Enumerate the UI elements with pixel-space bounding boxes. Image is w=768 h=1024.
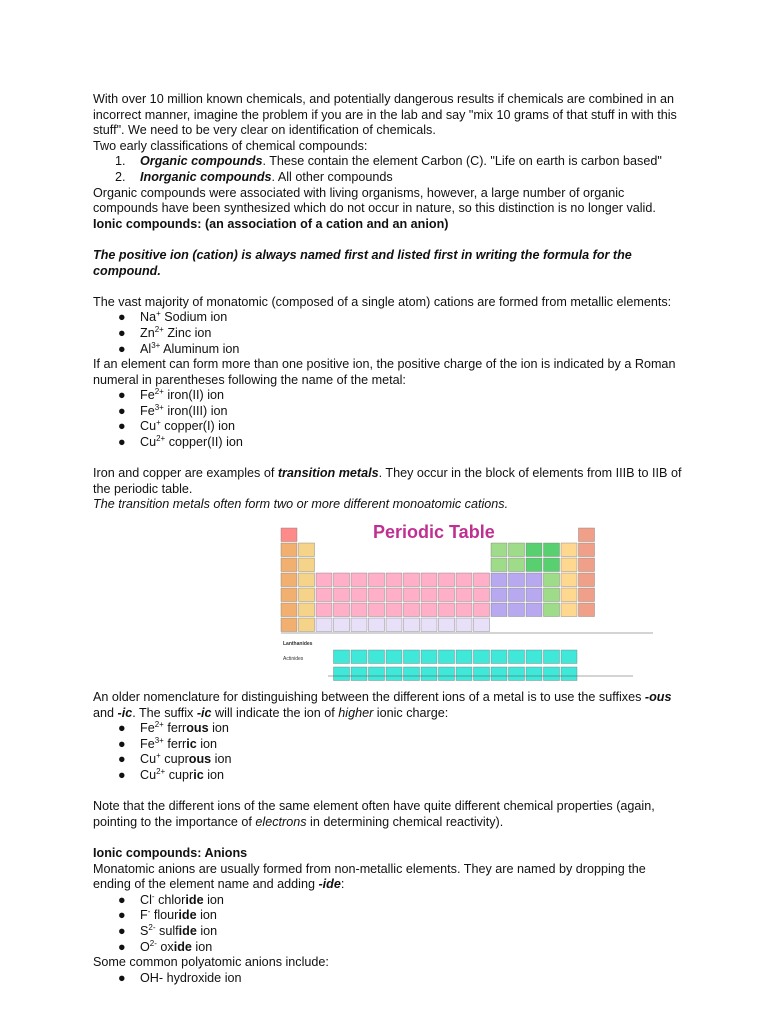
list-item: 1. Organic compounds. These contain the element Carbon (C). "Life on earth is carbon based" [115,154,662,169]
classification-intro: Two early classifications of chemical compounds: [93,138,368,153]
element-cell [316,603,332,617]
anions-list [93,893,683,955]
element-cell [544,603,560,617]
list-item: ● F- flouride ion [118,907,217,923]
element-cell [526,650,542,664]
list-item: ● $S^{2-}$ sulfide ion [118,922,218,938]
element-cell [334,667,350,681]
element-cell [334,588,350,602]
element-cell [491,603,507,617]
element-cell [351,573,367,587]
element-cell [369,618,385,632]
element-cell [404,573,420,587]
element-cell [456,573,472,587]
classification-list [93,154,683,185]
element-cell [491,588,507,602]
element-cell [509,558,525,572]
element-cell [281,573,297,587]
element-cell [456,650,472,664]
list-item: 2. Inorganic compounds. All other compounds [115,169,393,184]
element-cell [474,618,490,632]
element-cell [299,603,315,617]
element-cell [369,588,385,602]
element-cell [439,573,455,587]
anions-paragraph: Monatomic anions are usually formed from non-metallic elements. They are named by dropping the ending of the element name and adding -ide: [93,861,646,892]
element-cell [456,667,472,681]
element-cell [526,543,542,557]
list-item: ● $Fe^{3+}$ ferric ion [118,735,218,751]
element-cell [421,573,437,587]
element-cell [369,650,385,664]
list-item: ● $Fe^{3+}$ iron(III) ion [118,402,228,418]
note-paragraph: Note that the different ions of the same element often have quite different chemical properties (again, pointing to the importance of electrons in determining chemical reactivity). [93,799,655,829]
element-cell [561,543,577,557]
element-cell [579,558,595,572]
element-cell [351,650,367,664]
list-item: ● $Cu^{2+}$ copper(II) ion [118,434,243,450]
element-cell [561,667,577,681]
element-cell [474,650,490,664]
list-item: ● $Zn^{2+}$ Zinc ion [118,324,212,340]
element-cell [509,573,525,587]
term-inorganic: Inorganic compounds [140,169,272,184]
element-cell [386,618,402,632]
element-cell [579,573,595,587]
element-cell [544,558,560,572]
element-cell [526,558,542,572]
document-page [93,92,683,986]
element-cell [544,588,560,602]
element-cell [299,618,315,632]
actinides-label: Actinides [283,656,304,663]
element-cell [386,650,402,664]
element-cell [299,558,315,572]
element-cell [491,558,507,572]
cation-rule: The positive ion (cation) is always named first and listed first in writing the formula for the compound. [93,247,632,278]
element-cell [544,573,560,587]
element-cell [439,667,455,681]
element-cell [351,603,367,617]
element-cell [386,588,402,602]
element-cell [281,558,297,572]
transition-italic: The transition metals often form two or more different monoatomic cations. [93,497,509,512]
element-cell [386,603,402,617]
element-cell [316,573,332,587]
periodic-table-image [263,516,661,684]
transition-paragraph: Iron and copper are examples of transition metals. They occur in the block of elements from IIIB to IIB of the periodic table. [93,466,682,496]
element-cell [369,603,385,617]
element-cell [281,528,297,542]
element-cell [491,667,507,681]
element-cell [474,573,490,587]
element-cell [579,543,595,557]
element-cell [421,588,437,602]
element-cell [351,618,367,632]
element-cell [299,588,315,602]
element-cell [404,618,420,632]
element-cell [474,667,490,681]
element-cell [491,543,507,557]
element-cells [281,528,595,681]
element-cell [579,603,595,617]
element-cell [334,603,350,617]
element-cell [579,528,595,542]
element-cell [579,588,595,602]
element-cell [561,558,577,572]
element-cell [456,603,472,617]
element-cell [526,667,542,681]
anions-heading: Ionic compounds: Anions [93,845,248,860]
roman-list [93,388,683,450]
element-cell [421,603,437,617]
element-cell [404,667,420,681]
element-cell [421,650,437,664]
monatomic-paragraph: The vast majority of monatomic (composed of a single atom) cations are formed from metallic elements: [93,294,672,309]
element-cell [439,650,455,664]
element-cell [491,650,507,664]
element-cell [316,618,332,632]
element-cell [509,543,525,557]
element-cell [281,618,297,632]
element-cell [544,650,560,664]
polyatomic-intro: Some common polyatomic anions include: [93,955,329,970]
element-cell [439,618,455,632]
element-cell [404,603,420,617]
element-cell [439,603,455,617]
list-item: ● Na+ Sodium ion [118,309,228,325]
element-cell [351,588,367,602]
element-cell [369,667,385,681]
element-cell [369,573,385,587]
element-cell [526,603,542,617]
list-item: ● $Fe^{2+}$ iron(II) ion [118,387,225,403]
periodic-table-title: Periodic Table [373,522,495,543]
element-cell [404,588,420,602]
list-item: ● $Fe^{2+}$ ferrous ion [118,720,229,736]
element-cell [334,573,350,587]
suffix-list [93,721,683,783]
polyatomic-list [93,971,683,987]
monatomic-list [93,310,683,357]
organic-paragraph: Organic compounds were associated with living organisms, however, a large number of organic compounds have been synthesized which do not occur in nature, so this distinction is no longer valid. [93,185,656,216]
intro-paragraph: With over 10 million known chemicals, and potentially dangerous results if chemicals are combined in an incorrect manner, imagine the problem if you are in the lab and say "mix 10 grams of that stuff in with this stuff". We need to be very clear on identification of chemicals. [93,92,677,138]
element-cell [299,543,315,557]
list-item: ● Cu+ copper(I) ion [118,418,235,434]
term-organic: Organic compounds [140,154,263,169]
list-item: ● $O^{2-}$ oxide ion [118,938,213,954]
element-cell [281,603,297,617]
element-cell [526,573,542,587]
element-cell [474,603,490,617]
element-cell [509,650,525,664]
list-item: ● $Al^{3+}$ Aluminum ion [118,340,240,356]
list-item: ● OH- hydroxide ion [118,970,242,985]
roman-paragraph: If an element can form more than one positive ion, the positive charge of the ion is indicated by a Roman numeral in parentheses following the name of the metal: [93,357,676,387]
element-cell [386,573,402,587]
element-cell [456,588,472,602]
element-cell [351,667,367,681]
element-cell [456,618,472,632]
element-cell [474,588,490,602]
element-cell [334,618,350,632]
element-cell [561,603,577,617]
element-cell [281,543,297,557]
suffix-paragraph: An older nomenclature for distinguishing between the different ions of a metal is to use the suffixes -ous and -ic. The suffix -ic will indicate the ion of higher ionic charge: [93,690,672,720]
element-cell [439,588,455,602]
element-cell [509,603,525,617]
element-cell [509,667,525,681]
element-cell [561,573,577,587]
element-cell [334,650,350,664]
element-cell [509,588,525,602]
periodic-table-figure [263,516,661,684]
ionic-heading: Ionic compounds: (an association of a cation and an anion) [93,216,449,231]
element-cell [281,588,297,602]
lanthanides-label: Lanthanides [283,641,313,648]
element-cell [526,588,542,602]
list-item: ● Cl- chloride ion [118,891,224,907]
list-item: ● Cu+ cuprous ion [118,751,232,767]
list-item: ● $Cu^{2+}$ cupric ion [118,767,225,782]
element-cell [386,667,402,681]
element-cell [404,650,420,664]
element-cell [561,650,577,664]
element-cell [544,667,560,681]
element-cell [561,588,577,602]
element-cell [421,667,437,681]
element-cell [316,588,332,602]
element-cell [491,573,507,587]
element-cell [421,618,437,632]
element-cell [544,543,560,557]
element-cell [299,573,315,587]
